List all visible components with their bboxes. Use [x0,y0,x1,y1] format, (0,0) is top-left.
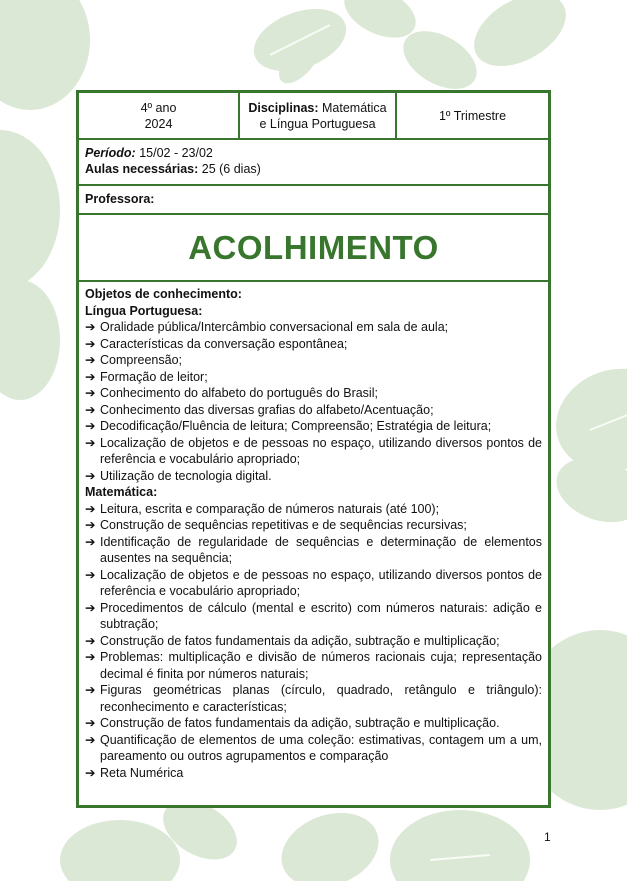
list-item [85,336,542,353]
list-item-text: Construção de fatos fundamentais da adição, subtração e multiplicação; [100,633,500,648]
classes-label: Aulas necessárias: [85,162,199,176]
term-cell [397,93,548,138]
arrow-icon: ➔ [85,501,96,516]
list-item-text: Oralidade pública/Intercâmbio conversacional em sala de aula; [100,320,449,334]
page-title: ACOLHIMENTO [188,228,439,266]
list-item-text: Localização de objetos e de pessoas no espaço, utilizando diversos pontos de referência e vocabulário apropriado; [100,435,542,466]
list-item [85,517,542,534]
list-item-text: Utilização de tecnologia digital. [100,468,272,483]
arrow-icon: ➔ [85,336,96,351]
arrow-icon: ➔ [85,468,96,483]
list-item [85,418,542,435]
arrow-icon: ➔ [85,633,96,648]
arrow-icon: ➔ [85,600,96,615]
section-heading: Língua Portuguesa: [85,303,203,318]
arrow-icon: ➔ [85,435,96,450]
arrow-icon: ➔ [85,765,96,780]
list-item-text: Quantificação de elementos de uma coleção: estimativas, contagem um a um, pareamento ou outros agrupamentos e comparação [100,732,542,763]
arrow-icon: ➔ [85,683,96,697]
term-text: 1º Trimestre [438,108,507,123]
list-item-text: Construção de fatos fundamentais da adição, subtração e multiplicação. [100,716,500,730]
arrow-icon: ➔ [85,716,96,730]
list-item-text: Conhecimento do alfabeto do português do Brasil; [100,386,378,400]
list-item [85,468,542,485]
list-item [85,402,542,419]
list-item [85,352,542,369]
teacher-row [79,186,548,213]
period-row [79,140,548,184]
list-item-text: Procedimentos de cálculo (mental e escrito) com números naturais: adição e subtração; [100,600,542,631]
content-section [79,282,548,805]
arrow-icon: ➔ [85,419,96,433]
grade-text: 4º ano [140,100,177,115]
list-item [85,732,542,765]
list-item [85,600,542,633]
list-item [85,385,542,402]
list-item [85,649,542,682]
list-item [85,435,542,468]
arrow-icon: ➔ [85,518,96,532]
arrow-icon: ➔ [85,732,96,747]
list-item-text: Localização de objetos e de pessoas no espaço, utilizando diversos pontos de referência e vocabulário apropriado; [100,567,542,598]
list-item-text: Construção de sequências repetitivas e de sequências recursivas; [100,518,467,532]
list-item-text: Conhecimento das diversas grafias do alfabeto/Acentuação; [100,402,434,417]
list-item-text: Reta Numérica [100,765,184,780]
list-item [85,765,542,782]
objects-label: Objetos de conhecimento: [85,287,242,301]
disciplines-cell [240,93,395,138]
arrow-icon: ➔ [85,369,96,384]
list-item-text: Características da conversação espontânea; [100,336,348,351]
list-item [85,501,542,518]
arrow-icon: ➔ [85,353,96,367]
list-item-text: Decodificação/Fluência de leitura; Compreensão; Estratégia de leitura; [100,419,492,433]
disciplines-value-1: Matemática [322,100,387,115]
grade-cell [79,93,238,138]
section-heading: Matemática: [85,485,158,499]
list-item [85,369,542,386]
classes-value: 25 (6 dias) [201,162,261,176]
list-item-text: Figuras geométricas planas (círculo, quadrado, retângulo e triângulo): reconhecimento e características; [100,683,542,714]
list-item-text: Formação de leitor; [100,369,208,384]
list-item-text: Leitura, escrita e comparação de números naturais (até 100); [100,501,440,516]
list-item [85,682,542,715]
year-text: 2024 [144,116,173,131]
page-number: 1 [544,830,551,844]
header-row [79,93,548,138]
period-label: Período: [85,146,136,160]
arrow-icon: ➔ [85,650,96,664]
teacher-label: Professora: [85,192,155,206]
list-item [85,319,542,336]
disciplines-label: Disciplinas: [248,100,319,115]
list-item-text: Identificação de regularidade de sequências e determinação de elementos ausentes na sequência; [100,534,542,565]
list-item [85,633,542,650]
period-value: 15/02 - 23/02 [139,146,213,160]
arrow-icon: ➔ [85,386,96,400]
list-item-text: Compreensão; [100,353,182,367]
list-item [85,534,542,567]
arrow-icon: ➔ [85,320,96,334]
arrow-icon: ➔ [85,402,96,417]
lesson-plan-table [76,90,551,808]
arrow-icon: ➔ [85,534,96,549]
list-item [85,715,542,732]
list-item-text: Problemas: multiplicação e divisão de números racionais cuja; representação decimal é finita por números naturais; [100,650,542,681]
list-item [85,567,542,600]
arrow-icon: ➔ [85,567,96,582]
disciplines-value-2: e Língua Portuguesa [259,116,376,131]
